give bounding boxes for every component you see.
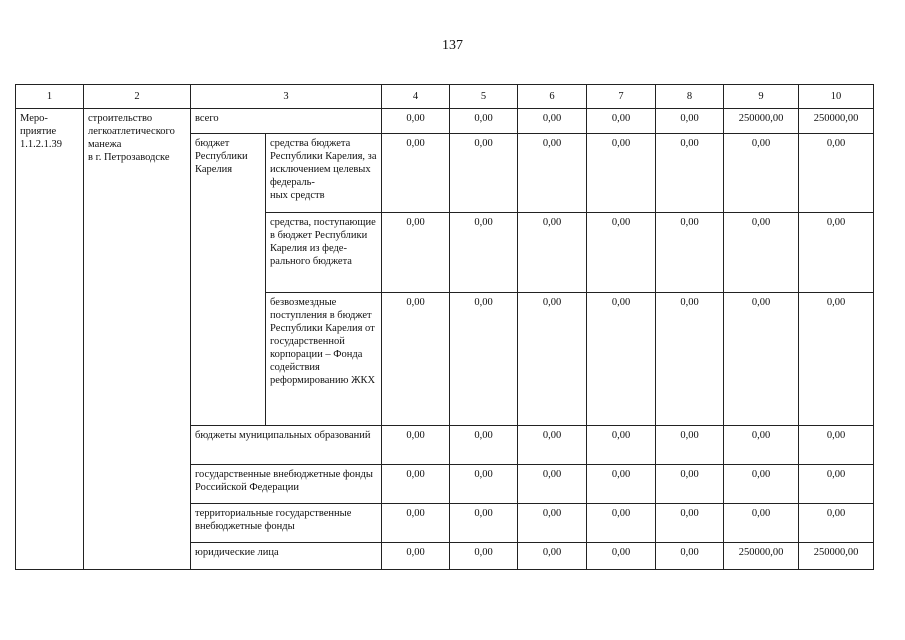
value-cell: 0,00: [724, 134, 799, 213]
value-cell: 0,00: [382, 134, 450, 213]
value-cell: 0,00: [382, 543, 450, 570]
value-cell: 0,00: [450, 465, 518, 504]
header-cell-8: 8: [656, 85, 724, 109]
value-cell: 0,00: [518, 293, 587, 426]
value-cell: 0,00: [450, 426, 518, 465]
value-cell: 0,00: [656, 426, 724, 465]
header-cell-9: 9: [724, 85, 799, 109]
value-cell: 0,00: [518, 109, 587, 134]
value-cell: 0,00: [518, 543, 587, 570]
value-cell: 0,00: [587, 543, 656, 570]
value-cell: 0,00: [587, 426, 656, 465]
value-cell: 0,00: [656, 109, 724, 134]
value-cell: 0,00: [587, 134, 656, 213]
value-cell: 0,00: [724, 504, 799, 543]
value-cell: 0,00: [518, 426, 587, 465]
value-cell: 0,00: [587, 109, 656, 134]
value-cell: 0,00: [656, 543, 724, 570]
header-cell-10: 10: [799, 85, 874, 109]
budget-group-label: бюджет Республики Карелия: [191, 134, 266, 426]
value-cell: 0,00: [587, 465, 656, 504]
header-cell-6: 6: [518, 85, 587, 109]
header-cell-7: 7: [587, 85, 656, 109]
header-row: [16, 85, 874, 109]
value-cell: 0,00: [450, 134, 518, 213]
value-cell: 250000,00: [799, 109, 874, 134]
value-cell: 0,00: [382, 293, 450, 426]
value-cell: 250000,00: [724, 109, 799, 134]
value-cell: 0,00: [656, 134, 724, 213]
value-cell: 0,00: [587, 213, 656, 293]
row-label: юридические лица: [191, 543, 382, 570]
value-cell: 250000,00: [724, 543, 799, 570]
value-cell: 0,00: [656, 293, 724, 426]
row-label: безвозмездные поступления в бюджет Республики Карелия от государственной корпорации – Фонда содействия реформированию ЖКХ: [266, 293, 382, 426]
value-cell: 0,00: [382, 426, 450, 465]
value-cell: 0,00: [382, 109, 450, 134]
header-cell-2: 2: [84, 85, 191, 109]
value-cell: 0,00: [799, 134, 874, 213]
value-cell: 250000,00: [799, 543, 874, 570]
event-name-cell: строительство легкоатлетического манежа в г. Петрозаводске: [84, 109, 191, 570]
value-cell: 0,00: [382, 465, 450, 504]
row-label: всего: [191, 109, 382, 134]
value-cell: 0,00: [724, 426, 799, 465]
value-cell: 0,00: [382, 504, 450, 543]
row-label: средства бюджета Республики Карелия, за исключением целевых федераль- ных средств: [266, 134, 382, 213]
table-row: [16, 109, 874, 134]
header-cell-4: 4: [382, 85, 450, 109]
value-cell: 0,00: [799, 426, 874, 465]
value-cell: 0,00: [450, 504, 518, 543]
value-cell: 0,00: [518, 465, 587, 504]
row-label: средства, поступающие в бюджет Республики Карелия из феде- рального бюджета: [266, 213, 382, 293]
value-cell: 0,00: [450, 109, 518, 134]
header-cell-1: 1: [16, 85, 84, 109]
value-cell: 0,00: [799, 293, 874, 426]
row-label: бюджеты муниципальных образований: [191, 426, 382, 465]
value-cell: 0,00: [518, 213, 587, 293]
value-cell: 0,00: [724, 465, 799, 504]
value-cell: 0,00: [382, 213, 450, 293]
header-cell-5: 5: [450, 85, 518, 109]
value-cell: 0,00: [518, 134, 587, 213]
value-cell: 0,00: [518, 504, 587, 543]
row-label: территориальные государственные внебюджетные фонды: [191, 504, 382, 543]
value-cell: 0,00: [450, 543, 518, 570]
value-cell: 0,00: [724, 213, 799, 293]
value-cell: 0,00: [587, 293, 656, 426]
value-cell: 0,00: [799, 465, 874, 504]
value-cell: 0,00: [656, 504, 724, 543]
value-cell: 0,00: [799, 504, 874, 543]
event-code-cell: Меро- приятие 1.1.2.1.39: [16, 109, 84, 570]
row-label: государственные внебюджетные фонды Российской Федерации: [191, 465, 382, 504]
value-cell: 0,00: [450, 213, 518, 293]
value-cell: 0,00: [656, 465, 724, 504]
value-cell: 0,00: [724, 293, 799, 426]
header-cell-3: 3: [191, 85, 382, 109]
value-cell: 0,00: [799, 213, 874, 293]
page-number: 137: [442, 38, 463, 53]
financing-table: [15, 84, 874, 570]
value-cell: 0,00: [587, 504, 656, 543]
value-cell: 0,00: [656, 213, 724, 293]
value-cell: 0,00: [450, 293, 518, 426]
